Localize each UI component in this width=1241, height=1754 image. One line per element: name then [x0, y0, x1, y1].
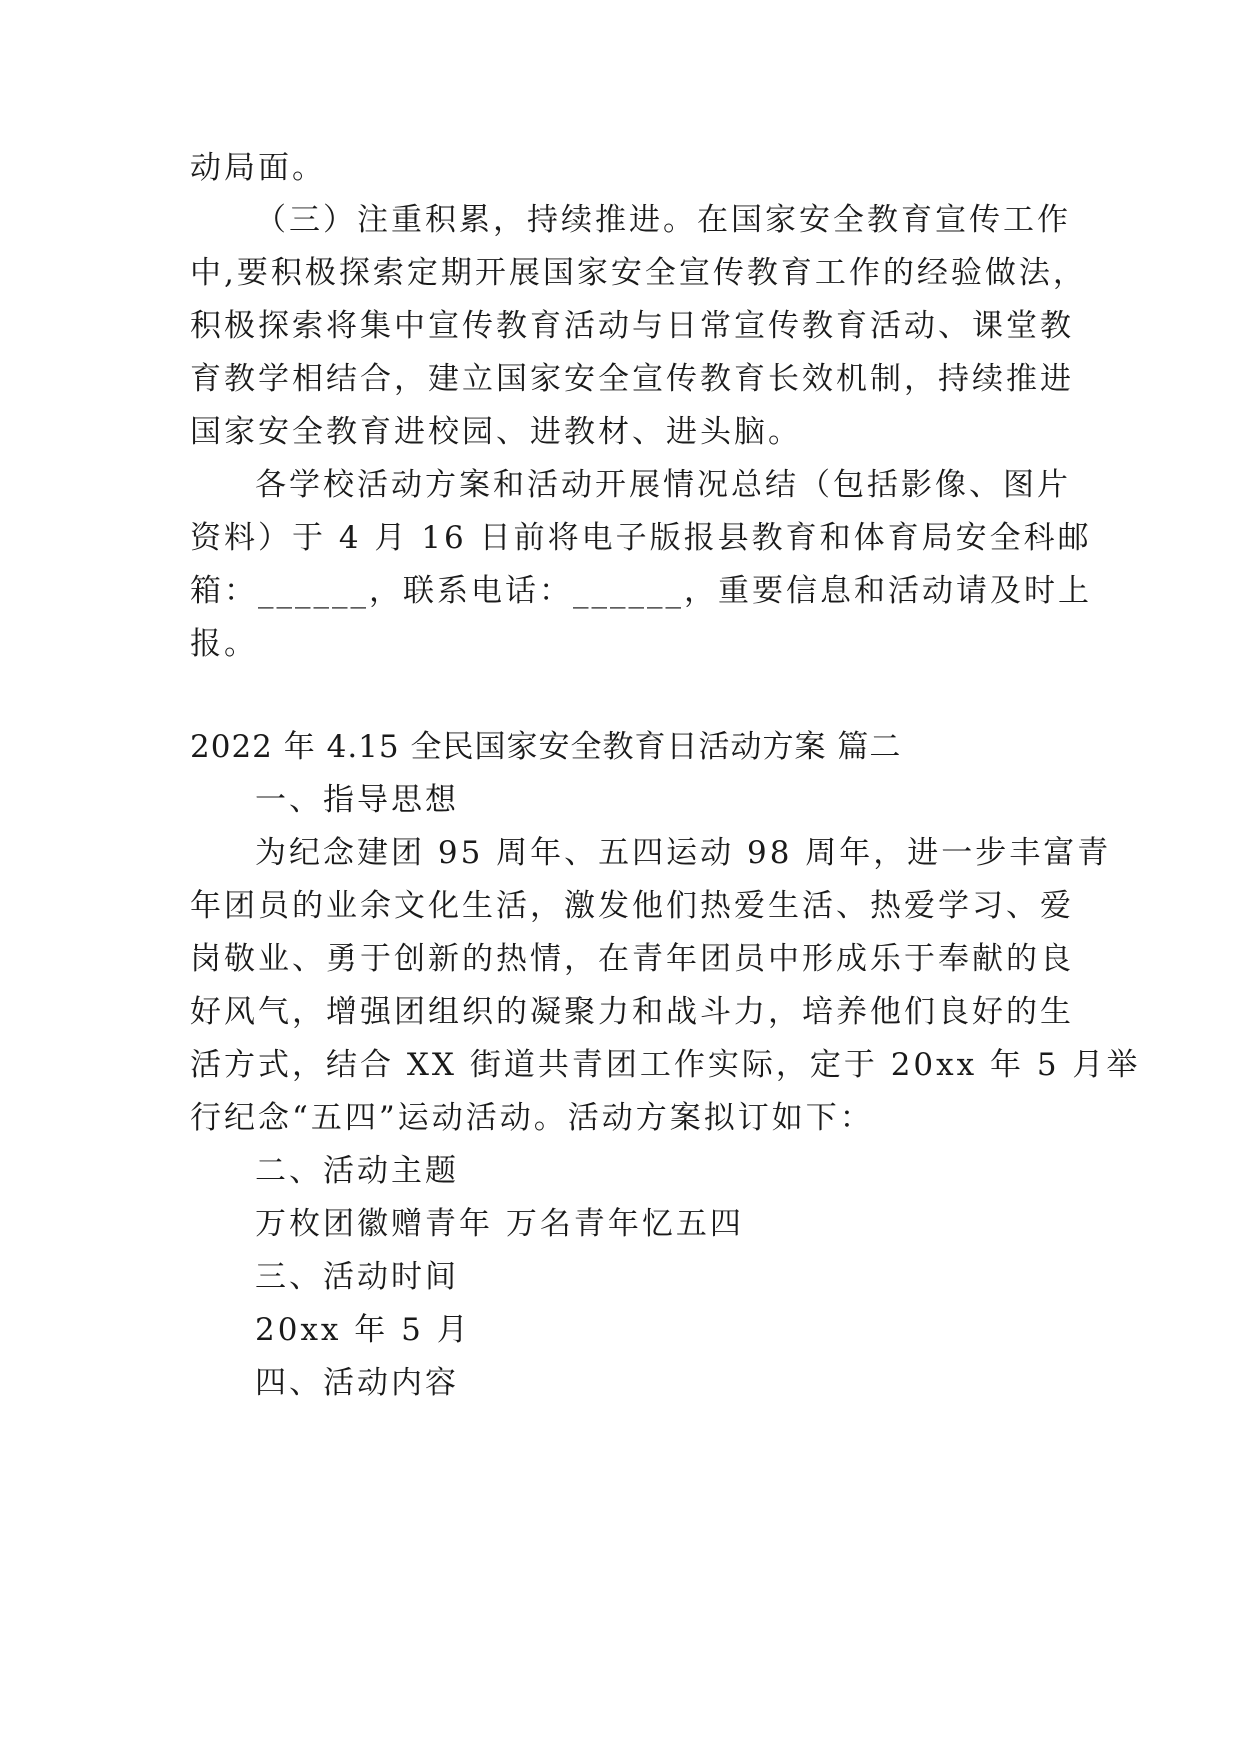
paragraph-line: 各学校活动方案和活动开展情况总结（包括影像、图片	[255, 467, 1071, 503]
paragraph-line: 报。	[190, 626, 258, 662]
paragraph-line: 岗敬业、勇于创新的热情，在青年团员中形成乐于奉献的良	[190, 941, 1074, 977]
section-heading-2: 二、活动主题	[255, 1153, 459, 1189]
paragraph-line: 资料）于 4 月 16 日前将电子版报县教育和体育局安全科邮	[190, 520, 1092, 556]
section-heading-3: （三）注重积累，持续推进。在国家安全教育宣传工作	[255, 202, 1071, 238]
article-title: 2022 年 4.15 全民国家安全教育日活动方案 篇二	[190, 729, 902, 765]
section-heading-4: 四、活动内容	[255, 1365, 459, 1401]
section-heading-3: 三、活动时间	[255, 1259, 459, 1295]
paragraph-line: 积极探索将集中宣传教育活动与日常宣传教育活动、课堂教	[190, 308, 1074, 344]
paragraph-line: 好风气，增强团组织的凝聚力和战斗力，培养他们良好的生	[190, 994, 1074, 1030]
paragraph-line: 行纪念“五四”运动活动。活动方案拟订如下：	[190, 1100, 874, 1136]
paragraph-line: 万枚团徽赠青年 万名青年忆五四	[255, 1206, 744, 1242]
paragraph-line: 国家安全教育进校园、进教材、进头脑。	[190, 414, 802, 450]
section-heading-1: 一、指导思想	[255, 782, 459, 818]
paragraph-line: 活方式，结合 XX 街道共青团工作实际，定于 20xx 年 5 月举	[190, 1047, 1141, 1083]
paragraph-line: 育教学相结合，建立国家安全宣传教育长效机制，持续推进	[190, 361, 1074, 397]
paragraph-line: 年团员的业余文化生活，激发他们热爱生活、热爱学习、爱	[190, 888, 1074, 924]
paragraph-line: 动局面。	[190, 150, 326, 186]
paragraph-line: 中,要积极探索定期开展国家安全宣传教育工作的经验做法，	[190, 255, 1087, 291]
paragraph-line: 为纪念建团 95 周年、五四运动 98 周年，进一步丰富青	[255, 835, 1112, 871]
paragraph-line: 20xx 年 5 月	[255, 1312, 471, 1348]
paragraph-line: 箱：______，联系电话：______，重要信息和活动请及时上	[190, 573, 1092, 609]
